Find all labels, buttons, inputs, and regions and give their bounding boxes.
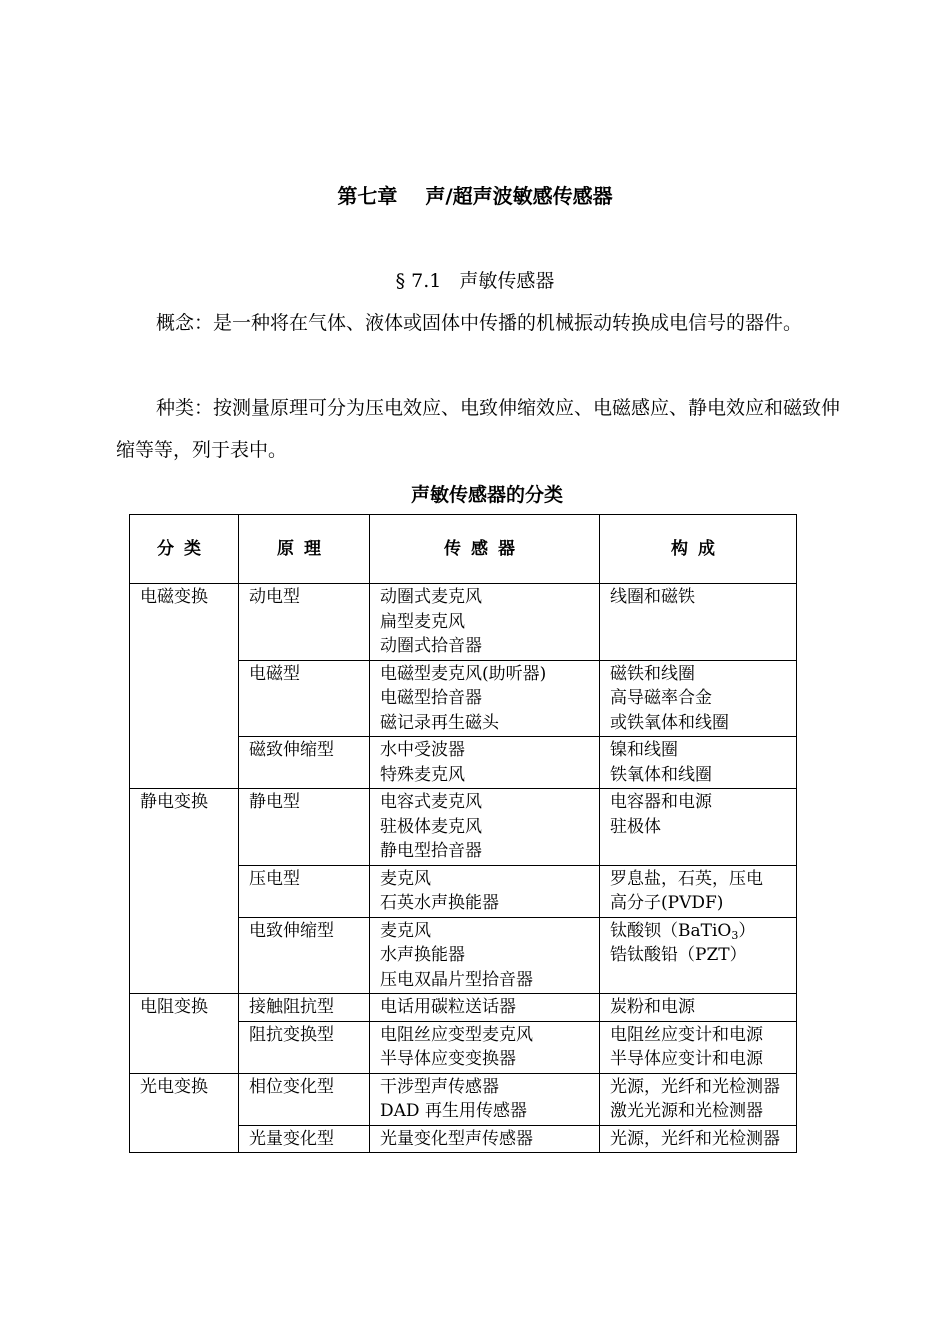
types-paragraph: 种类：按测量原理可分为压电效应、电致伸缩效应、电磁感应、静电效应和磁致伸缩等等，列于表中。 bbox=[116, 397, 841, 461]
category-cell: 电阻变换 bbox=[130, 994, 239, 1074]
section-number: § 7.1 bbox=[395, 270, 442, 292]
principle-cell: 光量变化型 bbox=[239, 1125, 370, 1153]
sensor-cell bbox=[370, 917, 600, 994]
header-category: 分类 bbox=[130, 515, 239, 584]
sensor-item: 电磁型拾音器 bbox=[380, 688, 482, 708]
principle-cell: 动电型 bbox=[239, 584, 370, 661]
sensor-item: 动圈式拾音器 bbox=[380, 636, 482, 656]
construction-item: 罗息盐，石英，压电 bbox=[610, 868, 763, 889]
section-name: 声敏传感器 bbox=[459, 270, 555, 292]
sensor-cell bbox=[370, 1073, 600, 1125]
construction-cell bbox=[600, 737, 797, 789]
principle-cell: 相位变化型 bbox=[239, 1073, 370, 1125]
construction-item: 线圈和磁铁 bbox=[610, 587, 695, 607]
principle-cell: 阻抗变换型 bbox=[239, 1021, 370, 1073]
sensor-item: 电话用碳粒送话器 bbox=[380, 997, 516, 1017]
table-row bbox=[130, 1073, 797, 1125]
sensor-item: 水中受波器 bbox=[380, 740, 465, 760]
sensor-item: 麦克风 bbox=[380, 868, 431, 889]
sensor-item: 电容式麦克风 bbox=[380, 792, 482, 812]
sensor-item: 石英水声换能器 bbox=[380, 893, 499, 913]
section-title bbox=[0, 266, 950, 293]
sensor-item: 光量变化型声传感器 bbox=[380, 1128, 533, 1149]
construction-item: 磁铁和线圈 bbox=[610, 663, 695, 684]
principle-cell: 压电型 bbox=[239, 865, 370, 917]
construction-item: 激光光源和光检测器 bbox=[610, 1101, 763, 1121]
construction-cell bbox=[600, 1021, 797, 1073]
category-cell: 电磁变换 bbox=[130, 584, 239, 789]
principle-cell: 电磁型 bbox=[239, 660, 370, 737]
construction-cell bbox=[600, 584, 797, 661]
table-body bbox=[130, 584, 797, 1153]
classification-table bbox=[129, 514, 797, 1153]
sensor-cell bbox=[370, 660, 600, 737]
construction-cell bbox=[600, 1125, 797, 1153]
header-principle: 原理 bbox=[239, 515, 370, 584]
sensor-cell bbox=[370, 789, 600, 866]
sensor-item: 半导体应变变换器 bbox=[380, 1049, 516, 1069]
construction-item: 电容器和电源 bbox=[610, 792, 712, 812]
construction-cell bbox=[600, 994, 797, 1022]
sensor-item: 动圈式麦克风 bbox=[380, 587, 482, 607]
construction-cell bbox=[600, 660, 797, 737]
sensor-item: 麦克风 bbox=[380, 920, 431, 941]
construction-cell bbox=[600, 789, 797, 866]
sensor-item: 电阻丝应变型麦克风 bbox=[380, 1024, 533, 1045]
sensor-item: 干涉型声传感器 bbox=[380, 1076, 499, 1097]
sensor-item: 磁记录再生磁头 bbox=[380, 712, 499, 733]
table-row bbox=[130, 789, 797, 866]
category-cell: 静电变换 bbox=[130, 789, 239, 994]
sensor-item: 电磁型麦克风(助听器) bbox=[380, 663, 547, 684]
construction-item: 或铁氧体和线圈 bbox=[610, 712, 729, 733]
header-sensor: 传感器 bbox=[370, 515, 600, 584]
construction-item: 炭粉和电源 bbox=[610, 997, 695, 1017]
sensor-cell bbox=[370, 584, 600, 661]
construction-item: 电阻丝应变计和电源 bbox=[610, 1024, 763, 1045]
construction-item: 高分子(PVDF) bbox=[610, 893, 724, 913]
header-construction: 构成 bbox=[600, 515, 797, 584]
construction-item: 钛酸钡（BaTiO$_3$） bbox=[610, 920, 756, 942]
construction-item: 铁氧体和线圈 bbox=[610, 764, 712, 785]
construction-cell bbox=[600, 917, 797, 994]
sensor-item: 静电型拾音器 bbox=[380, 841, 482, 861]
sensor-cell bbox=[370, 1021, 600, 1073]
principle-cell: 接触阻抗型 bbox=[239, 994, 370, 1022]
table-header-row bbox=[130, 515, 797, 584]
concept-paragraph: 概念：是一种将在气体、液体或固体中传播的机械振动转换成电信号的器件。 bbox=[156, 312, 803, 334]
sensor-cell bbox=[370, 994, 600, 1022]
sensor-item: 水声换能器 bbox=[380, 945, 465, 965]
table-row bbox=[130, 584, 797, 661]
sensor-item: DAD 再生用传感器 bbox=[380, 1101, 527, 1121]
construction-cell bbox=[600, 865, 797, 917]
sensor-cell bbox=[370, 737, 600, 789]
construction-cell bbox=[600, 1073, 797, 1125]
construction-item: 光源，光纤和光检测器 bbox=[610, 1128, 780, 1149]
sensor-cell bbox=[370, 1125, 600, 1153]
construction-item: 高导磁率合金 bbox=[610, 688, 712, 708]
table-row bbox=[130, 994, 797, 1022]
chapter-title bbox=[0, 180, 950, 209]
construction-item: 镍和线圈 bbox=[610, 740, 678, 760]
sensor-cell bbox=[370, 865, 600, 917]
chapter-name: 声/超声波敏感传感器 bbox=[425, 184, 613, 208]
principle-cell: 磁致伸缩型 bbox=[239, 737, 370, 789]
construction-item: 半导体应变计和电源 bbox=[610, 1049, 763, 1069]
principle-cell: 电致伸缩型 bbox=[239, 917, 370, 994]
principle-cell: 静电型 bbox=[239, 789, 370, 866]
sensor-item: 扁型麦克风 bbox=[380, 611, 465, 632]
sensor-item: 压电双晶片型拾音器 bbox=[380, 969, 533, 990]
table-caption: 声敏传感器的分类 bbox=[410, 484, 563, 506]
sensor-item: 特殊麦克风 bbox=[380, 764, 465, 785]
category-cell: 光电变换 bbox=[130, 1073, 239, 1153]
construction-item: 光源，光纤和光检测器 bbox=[610, 1076, 780, 1097]
construction-item: 驻极体 bbox=[610, 816, 661, 837]
construction-item: 锆钛酸铅（PZT） bbox=[610, 945, 747, 965]
chapter-number: 第七章 bbox=[337, 184, 398, 208]
sensor-item: 驻极体麦克风 bbox=[380, 816, 482, 837]
